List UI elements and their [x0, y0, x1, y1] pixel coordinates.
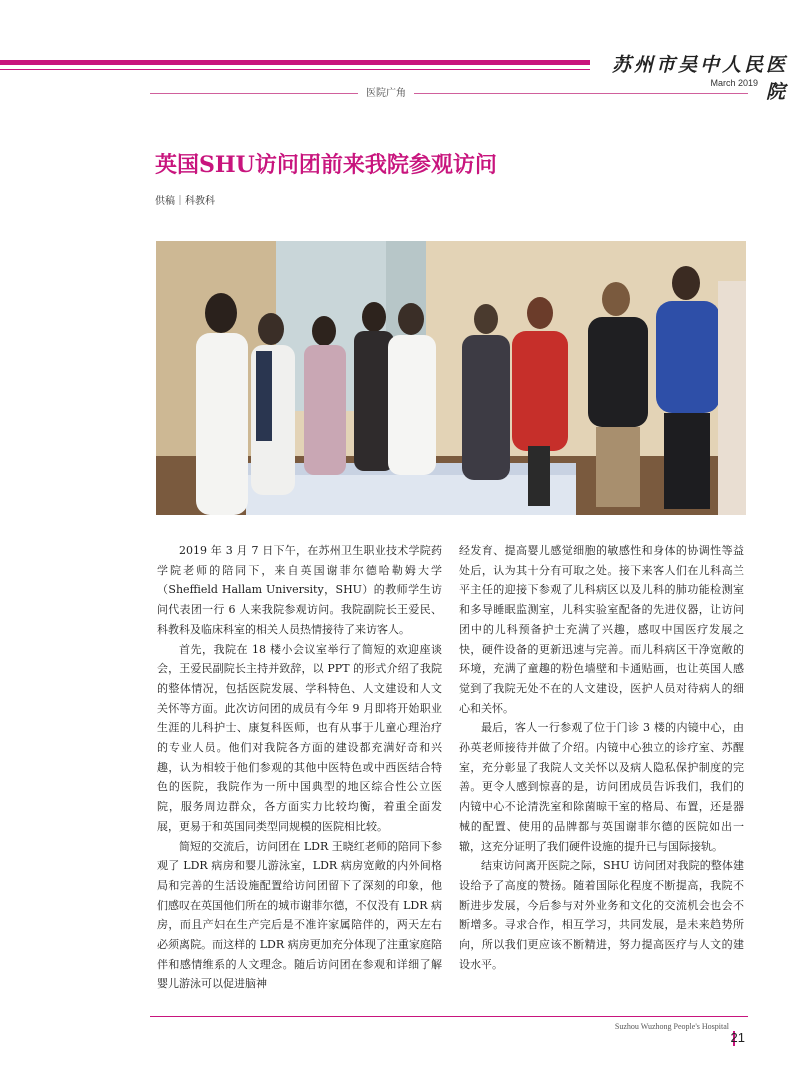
article-paragraph-5: 结束访问离开医院之际，SHU 访问团对我院的整体建设给予了高度的赞扬。随着国际化程度不断提高，我院不断进步发展，今后参与对外业务和文化的交流机会也会不断增多。寻求合作，相互学习，共同发展，是未来趋势所向，所以我们更应该不断精进，努力提高医疗与人文的建设水平。 — [459, 859, 744, 971]
issue-date: March 2019 — [710, 78, 758, 88]
hospital-name: 苏州市吴中人民医院 — [611, 54, 788, 103]
article-column-left: 2019 年 3 月 7 日下午，在苏州卫生职业技术学院药学院老师的陪同下，来自英国谢菲尔德哈勒姆大学（Sheffield Hallam University，SHU）的教师学生访问代表团一行 6 人来我院参观访问。我院副院长王爱民、科教科及临床科室的相关人员热情接待了来访客人。 首先，我院在 18 楼小会议室举行了简短的欢迎座谈会，王爱民副院长主持并致辞，以 PPT 的形式介绍了我院的整体情况，包括医院发展、学科特色、人文建设和人文关怀等方面。此次访问团的成员有今年 9 月即将开始职业生涯的儿科护士、康复科医师，也有从事于儿童心理治疗的专业人员。他们对我院各方面的建设都充满好奇和兴趣，认为相较于他们参观的其他中医特色或中西医结合特色的医院，我院作为一所中国典型的地区综合性公立医院，服务周边群众，各方面实力比较均衡，着重全面发展，更易于和英国同类型同规模的医院相比较。 简短的交流后，访问团在 LDR 王晓红老师的陪同下参观了 LDR 病房和婴儿游泳室，LDR 病房宽敞的内外间格局和完善的生活设施配置给访问团留下了深刻的印象，他们感叹在英国他们所在的城市谢菲尔德，不仅没有 LDR 病房，而且产妇在生产完后是不准许家属陪伴的，两天左右必须离院。而这样的 LDR 病房更加充分体现了注重家庭陪伴和感情维系的人文理念。随后访问团在参观和详细了解婴儿游泳可以促进脑神 — [157, 541, 442, 994]
photo-illustration — [156, 241, 746, 515]
article-paragraph-4: 最后，客人一行参观了位于门诊 3 楼的内镜中心，由孙英老师接待并做了介绍。内镜中心独立的诊疗室、苏醒室，充分彰显了我院人文关怀以及病人隐私保护制度的完善。更令人感到惊喜的是，访问团成员告诉我们，我们的内镜中心不论清洗室和除菌晾干室的格局、布置，还是器械的配置、使用的品牌都与英国谢菲尔德的医院如出一辙，这充分证明了我们硬件设施的提升已与国际接轨。 — [459, 721, 744, 853]
article-byline: 供稿｜科教科 — [155, 196, 215, 207]
section-label: 医院广角 — [358, 84, 414, 99]
header-accent-line — [0, 69, 590, 70]
article-column-right: 经发育、提高婴儿感觉细胞的敏感性和身体的协调性等益处后，认为其十分有可取之处。接下来客人们在儿科高兰平主任的迎接下参观了儿科病区以及儿科的肺功能检测室和多导睡眠监测室，儿科实验室配备的先进仪器，让访问团中的儿科预备护士充满了兴趣，感叹中国医疗发展之快，硬件设备的更新迅速与完善。而儿科病区干净宽敞的环境，充满了童趣的粉色墙壁和卡通贴画，也让英国人感觉到了我院无处不在的人文建设，医护人员对待病人的细心和关怀。 最后，客人一行参观了位于门诊 3 楼的内镜中心，由孙英老师接待并做了介绍。内镜中心独立的诊疗室、苏醒室，充分彰显了我院人文关怀以及病人隐私保护制度的完善。更令人感到惊喜的是，访问团成员告诉我们，我们的内镜中心不论清洗室和除菌晾干室的格局、布置，还是器械的配置、使用的品牌都与英国谢菲尔德的医院如出一辙，这充分证明了我们硬件设施的提升已与国际接轨。 结束访问离开医院之际，SHU 访问团对我院的整体建设给予了高度的赞扬。随着国际化程度不断提高，我院不断进步发展，今后参与对外业务和文化的交流机会也会不断增多。寻求合作，相互学习，共同发展，是未来趋势所向，所以我们更应该不断精进，努力提高医疗与人文的建设水平。 — [459, 541, 744, 974]
page-number: 21 — [730, 1030, 745, 1045]
footer-divider — [150, 1016, 748, 1017]
footer-hospital-name: Suzhou Wuzhong People's Hospital — [614, 1022, 729, 1031]
section-divider — [150, 93, 748, 94]
article-title: 英国SHU访问团前来我院参观访问 — [155, 152, 497, 178]
article-photo — [156, 241, 746, 515]
article-paragraph-1: 2019 年 3 月 7 日下午，在苏州卫生职业技术学院药学院老师的陪同下，来自英国谢菲尔德哈勒姆大学（Sheffield Hallam University，SHU）的教师学生访问代表团一行 6 人来我院参观访问。我院副院长王爱民、科教科及临床科室的相关人员热情接待了来访客人。 — [157, 544, 442, 636]
article-paragraph-2: 首先，我院在 18 楼小会议室举行了简短的欢迎座谈会，王爱民副院长主持并致辞，以 PPT 的形式介绍了我院的整体情况，包括医院发展、学科特色、人文建设和人文关怀等方面。此次访问团的成员有今年 9 月即将开始职业生涯的儿科护士、康复科医师，也有从事于儿童心理治疗的专业人员。他们对我院各方面的建设都充满好奇和兴趣，认为相较于他们参观的其他中医特色或中西医结合特色的医院，我院作为一所中国典型的地区综合性公立医院，服务周边群众，各方面实力比较均衡，着重全面发展，更易于和英国同类型同规模的医院相比较。 — [157, 642, 442, 833]
header-accent-bar — [0, 60, 590, 65]
